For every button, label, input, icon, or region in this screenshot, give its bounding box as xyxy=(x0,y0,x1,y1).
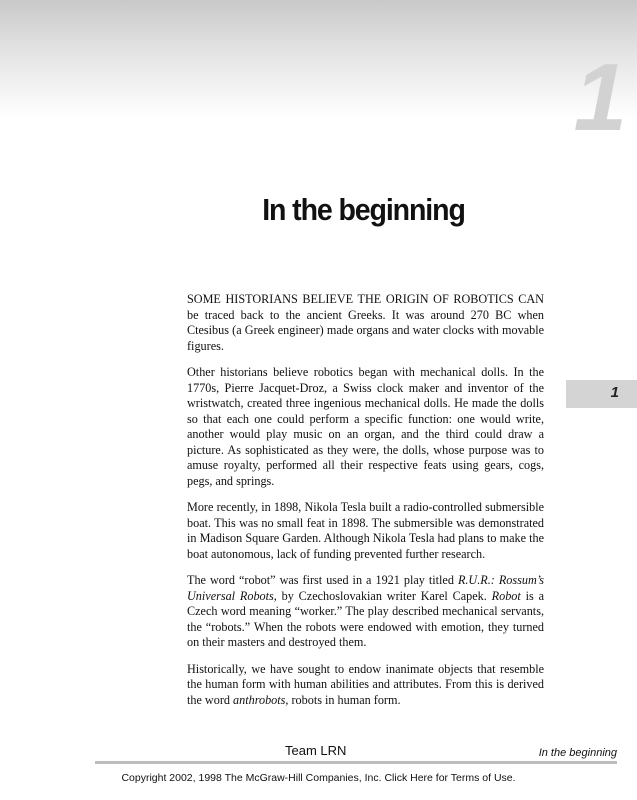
body-paragraph xyxy=(187,662,544,709)
text-run: SOME HISTORIANS BELIEVE THE ORIGIN OF ROBOTICS CAN be traced back to the ancient Greeks. It was around 270 BC when Ctesibus (a Greek engineer) made organs and water clocks with movable figures. xyxy=(187,292,544,353)
chapter-number-large: 1 xyxy=(573,44,627,151)
text-run: by Czechoslovakian writer Karel Capek. xyxy=(276,588,492,603)
text-run: is a Czech word meaning “worker.” The play described mechanical servants, the “robots.” When the robots were endowed with emotion, they turned on their masters and destroyed them. xyxy=(187,588,545,649)
italic-run: anthrobots, xyxy=(233,692,289,707)
copyright-line xyxy=(0,772,637,784)
text-run: robots in human form. xyxy=(288,692,401,707)
chapter-side-tab xyxy=(566,380,637,408)
body-paragraph xyxy=(187,365,544,489)
header-band xyxy=(0,0,637,118)
footer-running-title: In the beginning xyxy=(538,747,617,759)
copyright-text: Copyright 2002, 1998 The McGraw-Hill Companies, Inc. xyxy=(121,772,385,784)
chapter-side-tab-label: 1 xyxy=(610,384,619,401)
footer-divider xyxy=(95,761,617,764)
italic-run: Robot xyxy=(491,588,521,603)
terms-of-use-link[interactable]: Click Here for Terms of Use. xyxy=(384,772,516,784)
text-run: Historically, we have sought to endow inanimate objects that resemble the human form with human abilities and attributes. From this is derived the word xyxy=(187,661,544,707)
body-paragraph xyxy=(187,500,544,562)
text-run: The word “robot” was first used in a 1921 play titled xyxy=(187,573,458,587)
text-run: More recently, in 1898, Nikola Tesla built a radio-controlled submersible boat. This was no small feat in 1898. The submersible was demonstrated in Madison Square Garden. Although Nikola Tesla had plans to make the boat autonomous, lack of funding prevented further research. xyxy=(187,500,544,561)
italic-run: R.U.R.: Rossum’s Universal Robots, xyxy=(187,573,544,603)
footer-team-label: Team LRN xyxy=(285,743,347,758)
body-paragraph xyxy=(187,573,544,651)
chapter-title: In the beginning xyxy=(262,192,465,227)
chapter-body xyxy=(187,292,544,719)
body-paragraph xyxy=(187,292,544,354)
text-run: Other historians believe robotics began with mechanical dolls. In the 1770s, Pierre Jacquet-Droz, a Swiss clock maker and inventor of the wristwatch, created three ingenious mechanical dolls. He made the dolls so that each one could perform a specific function: one would write, another would play music on an organ, and the third could draw a picture. As sophisticated as they were, the dolls, whose purpose was to amuse royalty, performed all their respective feats using gears, cogs, pegs, and springs. xyxy=(187,365,544,488)
